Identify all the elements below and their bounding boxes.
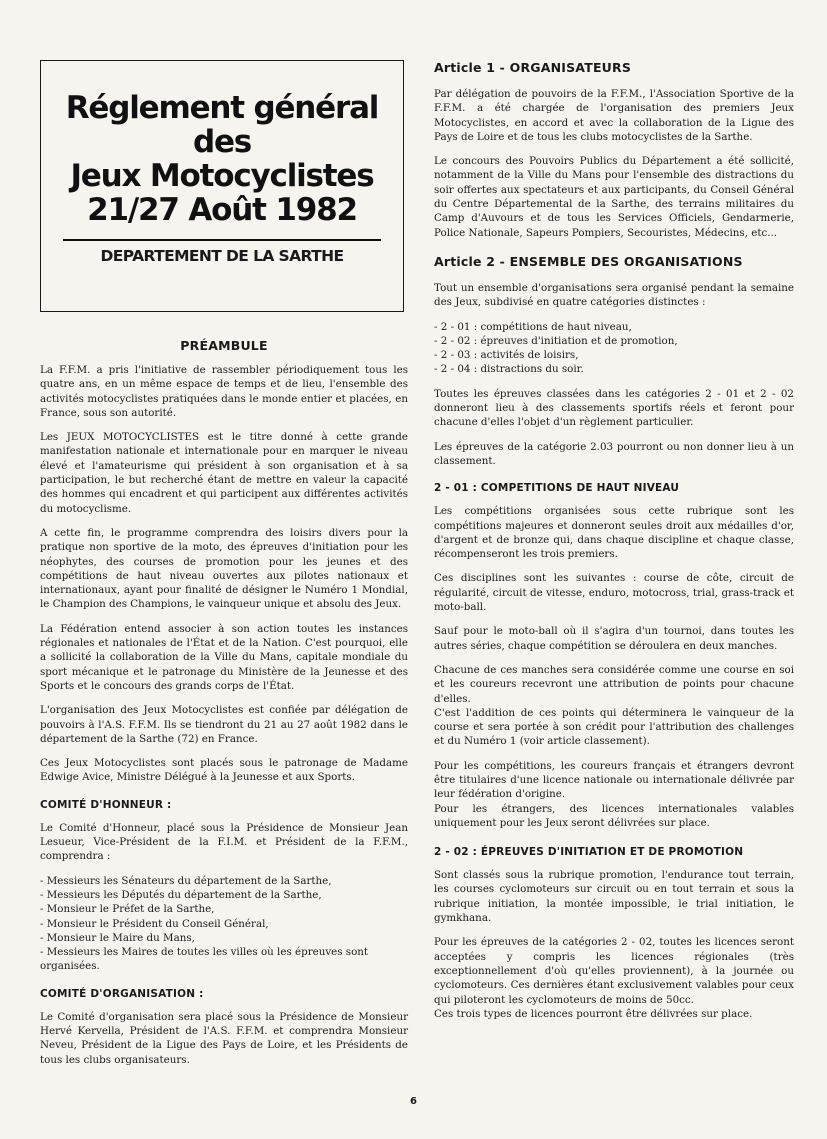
section-202-paragraph: Ces trois types de licences pourront être délivrées sur place. bbox=[434, 1007, 753, 1020]
preambule-paragraph: L'organisation des Jeux Motocyclistes est confiée par délégation de pouvoirs à l'A.S. F.F.M. Ils se tiendront du 21 au 27 août 1982 dans le département de la Sarthe (72) en France. bbox=[40, 704, 408, 745]
preambule-paragraph: A cette fin, le programme comprendra des loisirs divers pour la pratique non sportive de la moto, des épreuves d'initiation pour les néophytes, des courses de promotion pour les jeunes et des compétitions de haut niveau ouvertes aux pilotes nationaux et internationaux, ayant pour finalité de désigner le Numéro 1 Mondial, le Champion des Champions, le vainqueur unique et absolu des Jeux. bbox=[40, 526, 408, 611]
left-column bbox=[40, 60, 408, 1067]
article-2-heading: Article 2 - ENSEMBLE DES ORGANISATIONS bbox=[434, 253, 743, 269]
title-line-2: des bbox=[192, 124, 252, 160]
section-201-heading: 2 - 01 : COMPETITIONS DE HAUT NIVEAU bbox=[434, 482, 680, 495]
article-1-paragraph: Le concours des Pouvoirs Publics du Département a été sollicité, notamment de la Ville du Mans pour l'ensemble des distractions du soir offertes aux spectateurs et aux participants, du Conseil Général du Centre Départemental de la Sarthe, des terrains militaires du Camp d'Auvours et de tous les Services Officiels, Gendarmerie, Police Nationale, Sapeurs Pompiers, Secouristes, Médecins, etc... bbox=[434, 155, 794, 239]
article-1-heading: Article 1 - ORGANISATEURS bbox=[434, 60, 632, 75]
list-item: - Monsieur le Président du Conseil Général, bbox=[40, 917, 269, 930]
comite-organisation-heading: COMITÉ D'ORGANISATION : bbox=[40, 987, 204, 1000]
list-item: - 2 - 04 : distractions du soir. bbox=[434, 363, 584, 376]
title-line-3: Jeux Motocyclistes bbox=[70, 158, 374, 194]
section-202-heading: 2 - 02 : ÉPREUVES D'INITIATION ET DE PROMOTION bbox=[434, 846, 744, 859]
section-201-paragraph: Chacune de ces manches sera considérée comme une course en soi et les coureurs recevront une attribution de points pour chacune d'elles. bbox=[434, 663, 794, 705]
title-line-4: 21/27 Août 1982 bbox=[87, 192, 357, 228]
title-divider bbox=[63, 239, 381, 241]
section-201-paragraph: Sauf pour le moto-ball où il s'agira d'un tournoi, dans toutes les autres séries, chaque compétition se déroulera en deux manches. bbox=[434, 625, 794, 652]
comite-honneur-list bbox=[40, 874, 408, 974]
section-201-paragraph: Ces disciplines sont les suivantes : course de côte, circuit de régularité, circuit de vitesse, enduro, motocross, trial, grass-track et moto-ball. bbox=[434, 572, 794, 614]
section-201-paragraph: Pour les étrangers, des licences internationales valables uniquement pour les Jeux seront délivrées sur place. bbox=[434, 802, 794, 829]
preambule-paragraph: Les JEUX MOTOCYCLISTES est le titre donné à cette grande manifestation nationale et internationale pour en marquer le niveau élevé et l'amateurisme qui président à son organisation et à sa participation, le but recherché étant de mettre en valeur la capacité des hommes qui encadrent et qui participent aux différentes activités du motocyclisme. bbox=[40, 431, 408, 515]
list-item: - 2 - 03 : activités de loisirs, bbox=[434, 349, 579, 362]
title-line-1: Réglement général bbox=[65, 90, 379, 126]
right-column bbox=[434, 60, 794, 1021]
article-1-paragraph: Par délégation de pouvoirs de la F.F.M., l'Association Sportive de la F.F.M. a été chargée de l'organisation des premiers Jeux Motocyclistes, en accord et avec la collaboration de la Ligue des Pays de Loire et de tous les clubs motocyclistes de la Sarthe. bbox=[434, 88, 794, 143]
list-item: - Messieurs les Maires de toutes les villes où les épreuves sont organisées. bbox=[40, 946, 369, 973]
list-item: - 2 - 01 : compétitions de haut niveau, bbox=[434, 320, 632, 333]
preambule-heading: PRÉAMBULE bbox=[180, 338, 268, 353]
article-2-intro: Tout un ensemble d'organisations sera organisé pendant la semaine des Jeux, subdivisé en quatre catégories distinctes : bbox=[434, 281, 794, 309]
section-201-paragraph: C'est l'addition de ces points qui déterminera le vainqueur de la course et sera portée à son crédit pour l'attribution des challenges et du Numéro 1 (voir article classement). bbox=[434, 706, 794, 748]
preambule-paragraph: La Fédération entend associer à son action toutes les instances régionales et nationales de l'État et de la Nation. C'est pourquoi, elle a sollicité la collaboration de la Ville du Mans, capitale mondiale du sport mécanique et le patronage du Ministère de la Jeunesse et des Sports et le concours des grands corps de l'État. bbox=[40, 622, 408, 692]
comite-honneur-heading: COMITÉ D'HONNEUR : bbox=[40, 798, 172, 811]
section-201-paragraph: Pour les compétitions, les coureurs français et étrangers devront être titulaires d'une licence nationale ou internationale délivrée par leur fédération d'origine. bbox=[434, 759, 794, 801]
list-item: - Monsieur le Maire du Mans, bbox=[40, 931, 195, 944]
title-box bbox=[40, 60, 404, 312]
list-item: - Monsieur le Préfet de la Sarthe, bbox=[40, 903, 215, 916]
comite-honneur-intro: Le Comité d'Honneur, placé sous la Présidence de Monsieur Jean Lesueur, Vice-Président de la F.I.M. et Président de la F.F.M., comprendra : bbox=[40, 821, 408, 863]
comite-organisation-text: Le Comité d'organisation sera placé sous la Présidence de Monsieur Hervé Kervella, Président de l'A.S. F.F.M. et comprendra Monsieur Neveu, Président de la Ligue des Pays de Loire, et les Présidents de tous les clubs organisateurs. bbox=[40, 1010, 408, 1066]
page-number: 6 bbox=[410, 1096, 417, 1107]
department-title: DEPARTEMENT DE LA SARTHE bbox=[100, 247, 344, 265]
list-item: - Messieurs les Sénateurs du département de la Sarthe, bbox=[40, 874, 332, 887]
article-2-paragraph: Toutes les épreuves classées dans les catégories 2 - 01 et 2 - 02 donneront lieu à des classements sportifs réels et feront pour chacune d'elles l'objet d'un règlement particulier. bbox=[434, 387, 794, 429]
section-202-paragraph: Pour les épreuves de la catégories 2 - 02, toutes les licences seront acceptées y compris les licences régionales (très exceptionnellement d'où qu'elles proviennent), à la journée ou cyclomoteurs. Ces dernières étant exclusivement valables pour ceux qui piloteront les cyclomoteurs de moins de 50cc. bbox=[434, 936, 794, 1006]
preambule-paragraph: Ces Jeux Motocyclistes sont placés sous le patronage de Madame Edwige Avice, Ministre Délégué à la Jeunesse et aux Sports. bbox=[40, 757, 408, 784]
section-201-paragraph: Les compétitions organisées sous cette rubrique sont les compétitions majeures et donneront seules droit aux médailles d'or, d'argent et de bronze qui, dans chaque discipline et chaque classe, récompenseront les trois premiers. bbox=[434, 505, 794, 561]
list-item: - 2 - 02 : épreuves d'initiation et de promotion, bbox=[434, 334, 678, 347]
section-202-paragraph: Sont classés sous la rubrique promotion, l'endurance tout terrain, les courses cyclomoteurs sur circuit ou en tout terrain et sous la rubrique initiation, la montée impossible, le trial initiation, le gymkhana. bbox=[434, 869, 794, 925]
preambule-paragraph: La F.F.M. a pris l'initiative de rassembler périodiquement tous les quatre ans, en un même espace de temps et de lieu, l'ensemble des activités motocyclistes pratiquées dans le monde entier et placées, en France, sous son autorité. bbox=[40, 364, 408, 419]
article-2-categories bbox=[434, 320, 794, 377]
article-2-paragraph: Les épreuves de la catégorie 2.03 pourront ou non donner lieu à un classement. bbox=[434, 440, 794, 467]
list-item: - Messieurs les Députés du département de la Sarthe, bbox=[40, 888, 322, 901]
